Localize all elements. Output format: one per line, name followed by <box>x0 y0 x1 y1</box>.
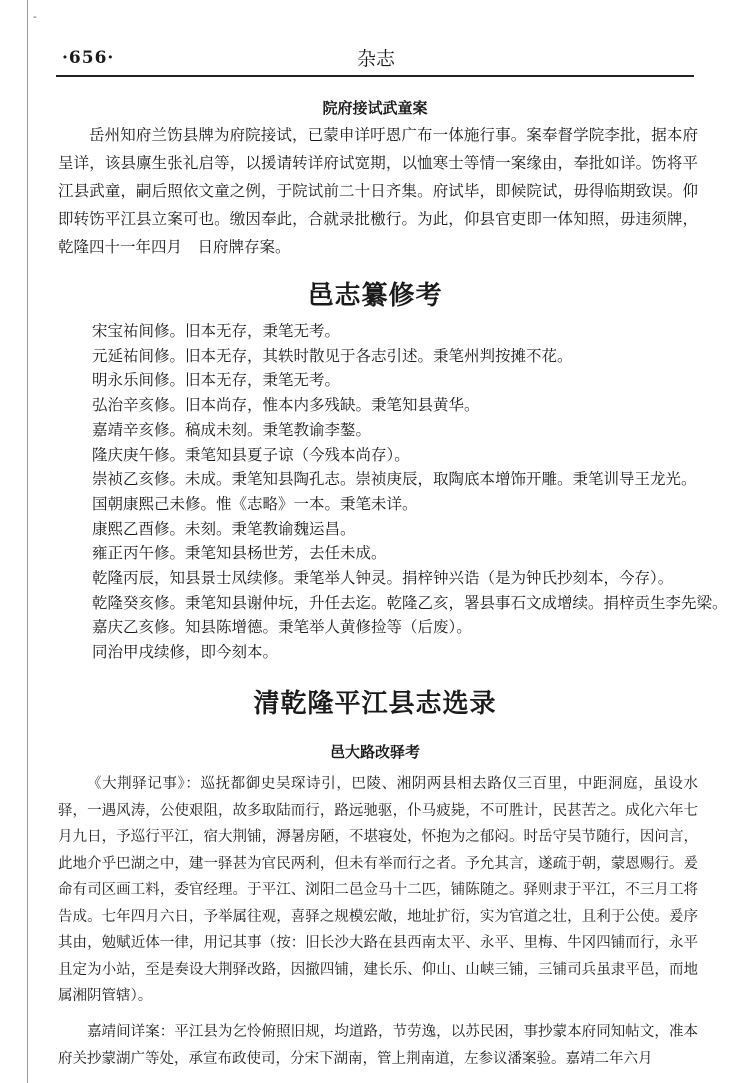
list-item: 嘉靖辛亥修。稿成未刻。秉笔教谕李鏊。 <box>92 420 372 439</box>
scan-edge-line <box>27 0 28 1083</box>
list-item: 嘉庆乙亥修。知县陈增德。秉笔举人黄修捡等（后废）。 <box>92 618 472 637</box>
section-title-exam-case: 院府接试武童案 <box>322 99 428 117</box>
list-item: 雍正丙午修。秉笔知县杨世芳，去任未成。 <box>92 544 387 563</box>
page-header <box>56 40 696 74</box>
list-item: 乾隆癸亥修。秉笔知县谢仲坃，升任去迄。乾隆乙亥，署县事石文成增续。捐梓贡生李先梁。 <box>92 593 728 612</box>
page-number: ·656· <box>62 48 115 68</box>
gazetteer-edition-list <box>92 319 728 665</box>
list-item: 弘治辛亥修。旧本尚存，惟本内多残缺。秉笔知县黄华。 <box>92 396 480 415</box>
list-item: 元延祐间修。旧本无存，其轶时散见于各志引述。秉笔州判按摊不花。 <box>92 346 573 365</box>
post-station-paragraph: 《大荆驿记事》：巡抚都御史吴琛诗引，巴陵、湘阴两县相去路仅三百里，中距洞庭，虽设水驿，一遇风涛，公使艰阻，故多取陆而行，路远驰驱，仆马疲毙，不可胜计，民甚苦之。成化六年七月九日，予巡行平江，宿大荆铺，溽暑房陋，不堪寝处，怀抱为之郁闷。时岳守吴节随行，因问言，此地介乎巴湖之中，建一驿甚为官民两利，但未有举而行之者。予允其言，遂疏于朝，蒙恩赐行。爰命有司区画工料，委官经理。于平江、浏阳二邑佥马十二匹，铺陈随之。驿则隶于平江，不三月工将告成。七年四月六日，予举属往观，喜驿之规模宏敞，地址扩衍，实为官道之壮，且利于公使。爰序其由，勉赋近体一律，用记其事（按：旧长沙大路在县西南太平、永平、里梅、牛冈四铺而行，永平且定为小站，至是奏设大荆驿改路，因撤四铺，建长乐、仰山、山峡三铺，三铺司兵虽隶平邑，而地属湘阴管辖）。 <box>58 776 698 1004</box>
corner-mark: - <box>33 10 37 23</box>
list-item: 宋宝祐间修。旧本无存，秉笔无考。 <box>92 322 341 340</box>
jiajing-case-paragraph: 嘉靖间详案：平江县为乞怜俯照旧规，均道路，节劳逸，以苏民困，事抄蒙本府同知帖文，准本府关抄蒙湖广等处，承宣布政使司，分宋下湖南，管上荆南道，左参议潘案验。嘉靖二年六月 <box>58 1024 698 1067</box>
list-item: 崇祯乙亥修。未成。秉笔知县陶孔志。崇祯庚辰，取陶底本增饰开雕。秉笔训导王龙光。 <box>92 470 697 489</box>
section-title-qianlong-excerpts: 清乾隆平江县志选录 <box>253 689 497 719</box>
list-item: 乾隆丙辰，知县景士凤续修。秉笔举人钟灵。捐梓钟兴诰（是为钟氏抄刻本，今存）。 <box>92 569 674 588</box>
exam-case-paragraph: 岳州知府兰饬县牌为府院接试，已蒙申详吁恩广布一体施行事。案奉督学院李批，据本府呈详，该县廪生张礼启等，以援请转详府试宽期，以恤寒士等情一案缘由，奉批如详。饬将平江县武童，嗣后照依文童之例，于院试前二十日齐集。府试毕，即候院试，毋得临期致误。仰即转饬平江县立案可也。缴因奉此，合就录批檄行。为此，仰县官吏即一体知照，毋违须牌，乾隆四十一年四月 日府牌存案。 <box>58 126 698 256</box>
list-item: 国朝康熙己未修。惟《志略》一本。秉笔未详。 <box>92 494 418 513</box>
list-item: 同治甲戌续修，即今刻本。 <box>92 643 279 662</box>
list-item: 康熙乙酉修。未刻。秉笔教谕魏运昌。 <box>92 519 356 538</box>
list-item: 明永乐间修。旧本无存，秉笔无考。 <box>92 371 341 390</box>
section-title-gazetteer-history: 邑志纂修考 <box>307 281 443 311</box>
running-title: 杂志 <box>356 48 395 70</box>
subsection-title-post-road: 邑大路改驿考 <box>329 743 420 761</box>
header-rule <box>56 75 694 77</box>
list-item: 隆庆庚午修。秉笔知县夏子谅（今残本尚存）。 <box>92 445 410 464</box>
